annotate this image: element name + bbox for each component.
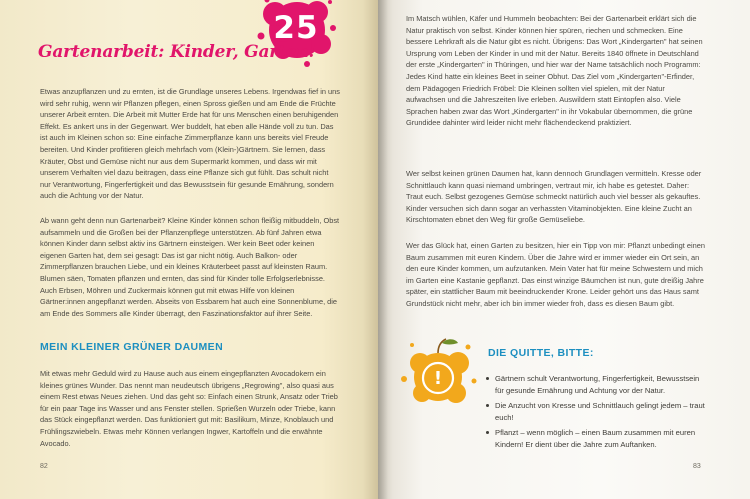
gutter-shadow <box>378 0 388 499</box>
body-paragraph-4: Wer selbst keinen grünen Daumen hat, kann dennoch Grundlagen vermitteln. Kresse oder Schnittlauch kann quasi niemand umbringen, vertraut mir, ich habe es getestet. Daher: Traut euch. Selbst gezogenes Gemüse schmeckt natürlich auch viel besser als gekauftes. Kinder versuchen sich dann sogar an verhassten Vitaminobjekten. Eine kleine Zucht an Kirschtomaten ebnet den Weg für große Gemüseliebe. <box>406 169 702 225</box>
page-number-left: 82 <box>40 463 48 470</box>
body-paragraph-3: Im Matsch wühlen, Käfer und Hummeln beobachten: Bei der Gartenarbeit erklärt sich die Natur praktisch von selbst. Kinder können hier spüren, riechen und schmecken. Eine bessere Lehrkraft als die Natur gibt es nicht. Übrigens: Das Wort „Kindergarten" hat seinen Ursprung vom Leben der Kinder in und mit der Natur. Bereits 1840 öffnete in Deutschland der erste „Kindergarten" in Thüringen, und hier war der Name tatsächlich noch Programm: Jedes Kind hatte ein kleines Beet in seiner Obhut. Das Ziel vom „Kindergarten"-Erfinder, dem Pädagogen Friedrich Fröbel: Die Kleinen sollten viel spielen, mit der Natur aufwachsen und die Jahreszeiten live erleben. Auswildern statt Eintopfen also. Viele Sprachen haben zwar das Wort „Kindergarten" in ihr Vokabular übernommen, die grüne Grundidee dahinter wird leider nicht mehr flächendeckend praktiziert. <box>406 14 703 128</box>
body-paragraph-1: Etwas anzupflanzen und zu ernten, ist die Grundlage unseres Lebens. Irgendwas fief in uns wird sehr ruhig, wenn wir Pflanzen pflegen, einen Spross gießen und am Ende die Früchte unserer Arbeit ernten. Die Arbeit mit Mutter Erde hat für uns Menschen einen beruhigenden Effekt. Es ankert uns in der Gegenwart. Wer buddelt, hat eben alle Hände voll zu tun. Das ist auch im Kleinen schon so: Eine einfache Zimmerpflanze kann uns bereits viel Freude bereiten. Und Kinder profitieren gleich mehrfach vom (Klein-)Gärtnern. Sie lernen, dass Kräuter, Obst und Gemüse nicht nur aus dem Supermarkt kommen, und dass wir mit unserem Verhalten viel dazu beitragen, dass eine Pflanze sich gut fühlt. Das schult nicht nur Verantwortung, Fingerfertigkeit und das Bewusstsein für gesunde Ernährung, sondern auch die Achtung vor der Natur. <box>40 87 340 201</box>
bullet-icon <box>486 404 489 407</box>
bullet-icon <box>486 431 489 434</box>
body-paragraph-5: Wer das Glück hat, einen Garten zu besitzen, hier ein Tipp von mir: Pflanzt unbedingt einen Baum zusammen mit euren Kindern. Über die Jahre wird er immer wieder ein Ort sein, an den eure Kinder kommen, um aufzutanken. Mein Vater hat für meine Schwestern und mich im Garten eine Kastanie gepflanzt. Das einst winzige Bäumchen ist nun, gute dreißig Jahre später, ein stattlicher Baum mit beeindruckender Krone. Leider gehört uns das Haus samt Grundstück nicht mehr, aber ich bin immer wieder froh, dass es diesen Baum gibt. <box>406 241 705 308</box>
tips-list <box>486 373 708 455</box>
bullet-icon <box>486 377 489 380</box>
chapter-number: 25 <box>273 10 319 46</box>
body-paragraph-2: Ab wann geht denn nun Gartenarbeit? Kleine Kinder können schon fleißig mitbuddeln, Obst aufsammeln und die Großen bei der Pflanzenpflege unterstützen. Ab fünf Jahren etwa können Kinder dann selbst aktiv ins Gärtnern einsteigen. Wer kein Beet oder keinen eigenen Garten hat, dem sei gesagt: Das ist gar nicht nötig. Auch Balkon- oder Zimmerpflanzen brauchen Liebe, und ein kleines Kräuterbeet passt auf kleinsten Raum. Blumen säen, Tomaten pflanzen und ernten, das sind für Kinder tolle Erfolgserlebnisse. Auch Erbsen, Möhren und Zuckermais können gut mit etwas Hilfe von kleinen Gärtner:innen angepflanzt werden. Abseits von Essbarem hat auch eine Sonnenblume, die am Ende des Sommers alle Kinder überragt, den Faszinationsfaktor auf ihrer Seite. <box>40 216 340 318</box>
page-number-right: 83 <box>693 463 701 470</box>
tip-text: Die Anzucht von Kresse und Schnittlauch gelingt jedem – traut euch! <box>495 401 705 422</box>
exclamation-mark: ! <box>433 368 443 389</box>
list-item <box>486 373 708 396</box>
tip-text: Gärtnern schult Verantwortung, Fingerfertigkeit, Bewusstsein für gesunde Ernährung und Achtung vor der Natur. <box>495 374 700 395</box>
list-item <box>486 400 708 423</box>
quince-exclamation-icon <box>398 333 480 415</box>
section-heading: MEIN KLEINER GRÜNER DAUMEN <box>40 341 224 353</box>
tips-heading: DIE QUITTE, BITTE: <box>488 347 594 359</box>
tip-text: Pflanzt – wenn möglich – einen Baum zusammen mit euren Kindern! Er dient über die Jahre zum Auftanken. <box>495 428 696 449</box>
section-paragraph: Mit etwas mehr Geduld wird zu Hause auch aus einem eingepflanzten Avocadokern ein kleines grünes Wunder. Das nennt man neudeutsch übrigens „Regrowing", also quasi aus einem Rest etwas Neues ziehen. Und das geht so: Einfach einen Strunk, Ansatz oder Trieb für ein paar Tage ins Wasser und ans Fenster stellen. Sprießen Wurzeln oder Triebe, kann das Stück eingepflanzt werden. Das funktioniert gut mit: Basilikum, Minze, Knoblauch und Frühlingszwiebeln. Etwas mehr Können verlangen Ingwer, Kartoffeln und die erwähnte Avocado. <box>40 369 338 448</box>
list-item <box>486 427 708 450</box>
chapter-title: Gartenarbeit: Kinder, Garten! <box>38 42 316 62</box>
